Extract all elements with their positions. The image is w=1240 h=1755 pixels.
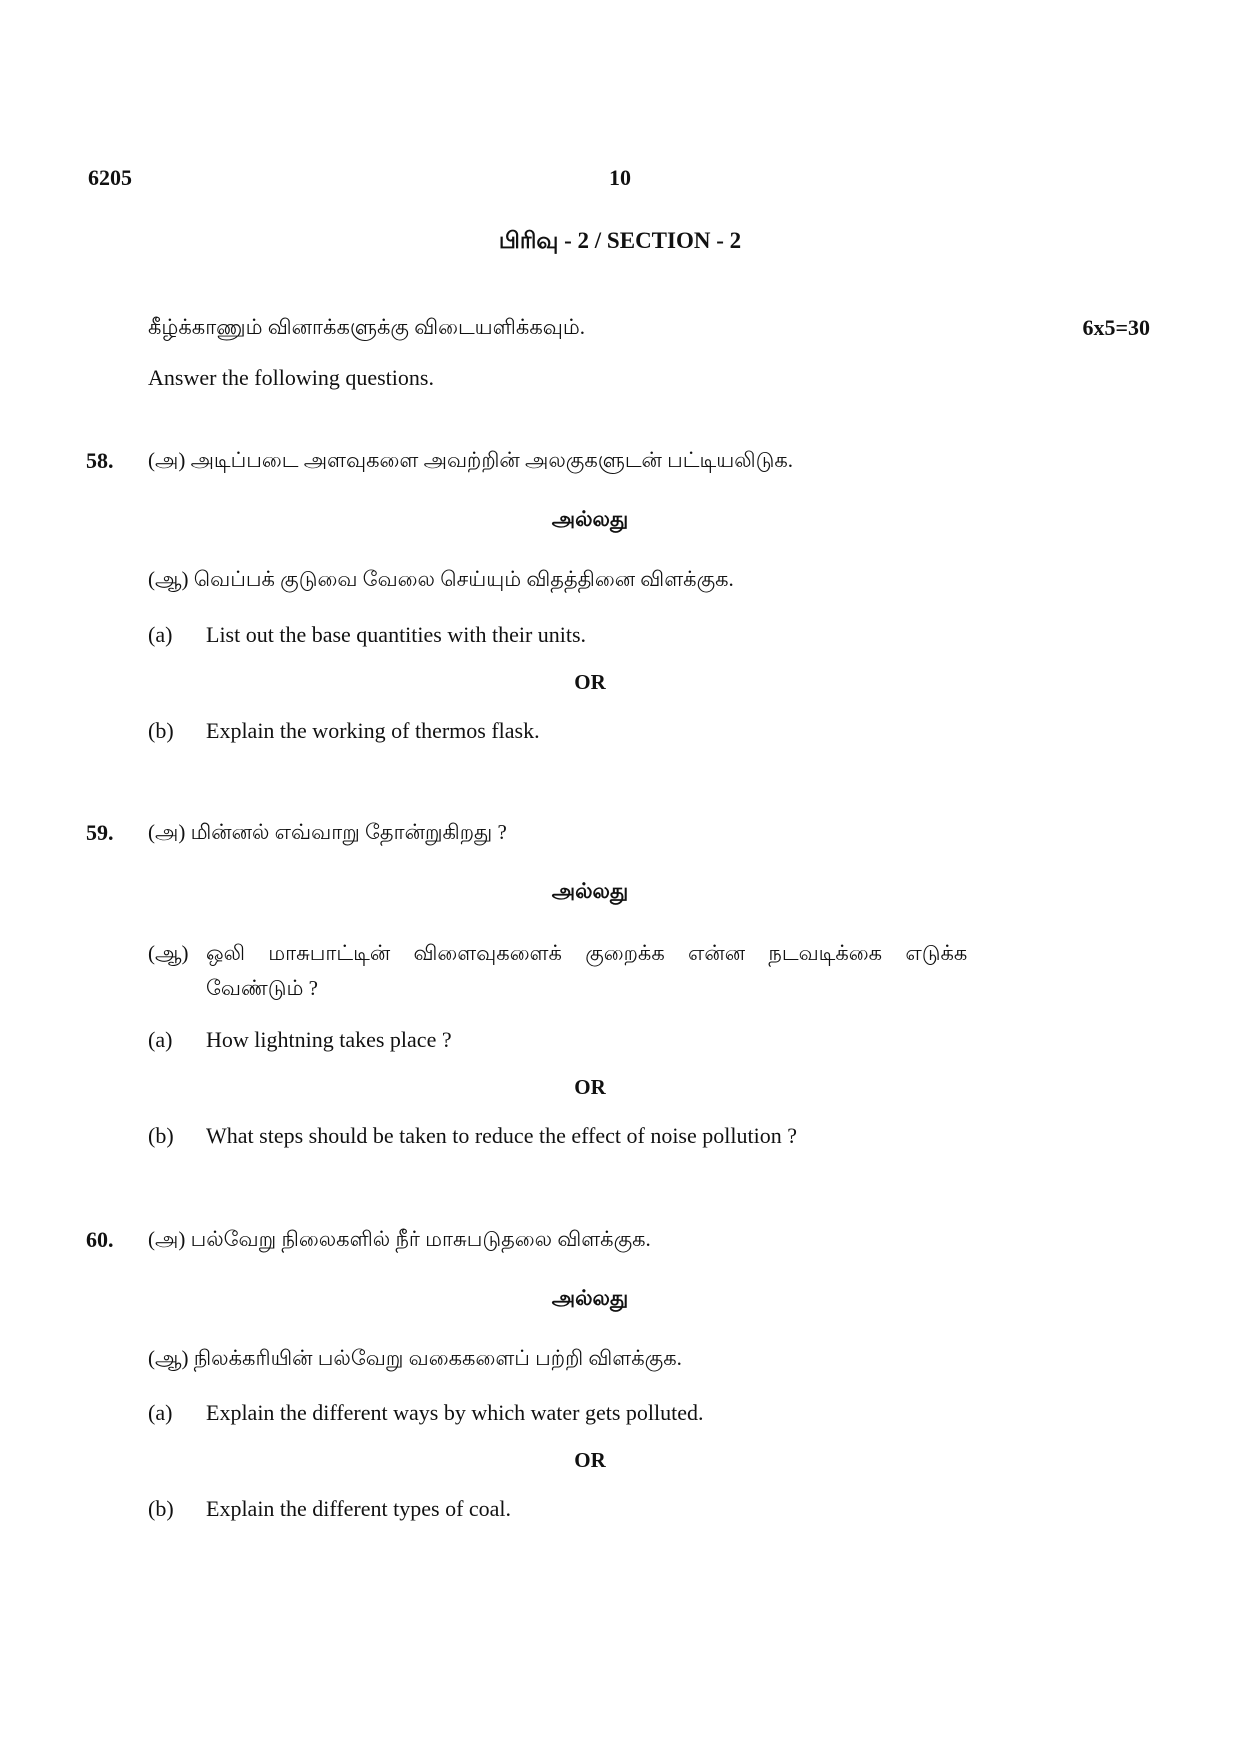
english-option-b: Explain the working of thermos flask. xyxy=(206,718,540,743)
question-number: 58. xyxy=(86,448,114,473)
tamil-option-b-line2: வேண்டும் ? xyxy=(206,976,318,1000)
tamil-or-separator: அல்லது xyxy=(551,879,629,903)
option-label-b: (b) xyxy=(148,1496,174,1521)
option-label-b: (b) xyxy=(148,1123,174,1148)
question-number: 59. xyxy=(86,820,114,845)
option-label-a: (a) xyxy=(148,1027,173,1052)
english-or-separator: OR xyxy=(574,1448,606,1472)
option-label-b: (b) xyxy=(148,718,174,743)
english-option-b: Explain the different types of coal. xyxy=(206,1496,512,1521)
tamil-option-b: (ஆ) நிலக்கரியின் பல்வேறு வகைகளைப் பற்றி விளக்குக. xyxy=(148,1346,682,1370)
tamil-option-b: (ஆ) வெப்பக் குடுவை வேலை செய்யும் விதத்தினை விளக்குக. xyxy=(148,567,734,591)
english-option-a: How lightning takes place ? xyxy=(206,1027,452,1052)
tamil-option-b-label: (ஆ) xyxy=(148,941,189,965)
tamil-option-a: (அ) அடிப்படை அளவுகளை அவற்றின் அலகுகளுடன் பட்டியலிடுக. xyxy=(148,448,794,472)
tamil-or-separator: அல்லது xyxy=(551,507,629,531)
option-label-a: (a) xyxy=(148,1400,173,1425)
english-or-separator: OR xyxy=(574,1075,606,1099)
tamil-option-b xyxy=(148,936,1098,1006)
instruction-english: Answer the following questions. xyxy=(148,365,434,390)
tamil-option-a: (அ) மின்னல் எவ்வாறு தோன்றுகிறது ? xyxy=(148,820,507,844)
option-label-a: (a) xyxy=(148,622,173,647)
english-option-a: Explain the different ways by which water gets polluted. xyxy=(206,1400,704,1425)
tamil-option-a: (அ) பல்வேறு நிலைகளில் நீர் மாசுபடுதலை விளக்குக. xyxy=(148,1227,651,1251)
english-option-b: What steps should be taken to reduce the effect of noise pollution ? xyxy=(206,1123,797,1148)
marks-allocation: 6x5=30 xyxy=(1082,315,1150,340)
paper-code: 6205 xyxy=(88,165,132,190)
question-number: 60. xyxy=(86,1227,114,1252)
instruction-tamil: கீழ்க்காணும் வினாக்களுக்கு விடையளிக்கவும். xyxy=(148,315,586,339)
section-title: பிரிவு - 2 / SECTION - 2 xyxy=(498,228,742,253)
english-option-a: List out the base quantities with their units. xyxy=(206,622,587,647)
tamil-option-b-line1: ஒலி மாசுபாட்டின் விளைவுகளைக் குறைக்க என்ன நடவடிக்கை எடுக்க xyxy=(206,941,968,965)
tamil-or-separator: அல்லது xyxy=(551,1286,629,1310)
page-number: 10 xyxy=(609,165,631,190)
english-or-separator: OR xyxy=(574,670,606,694)
